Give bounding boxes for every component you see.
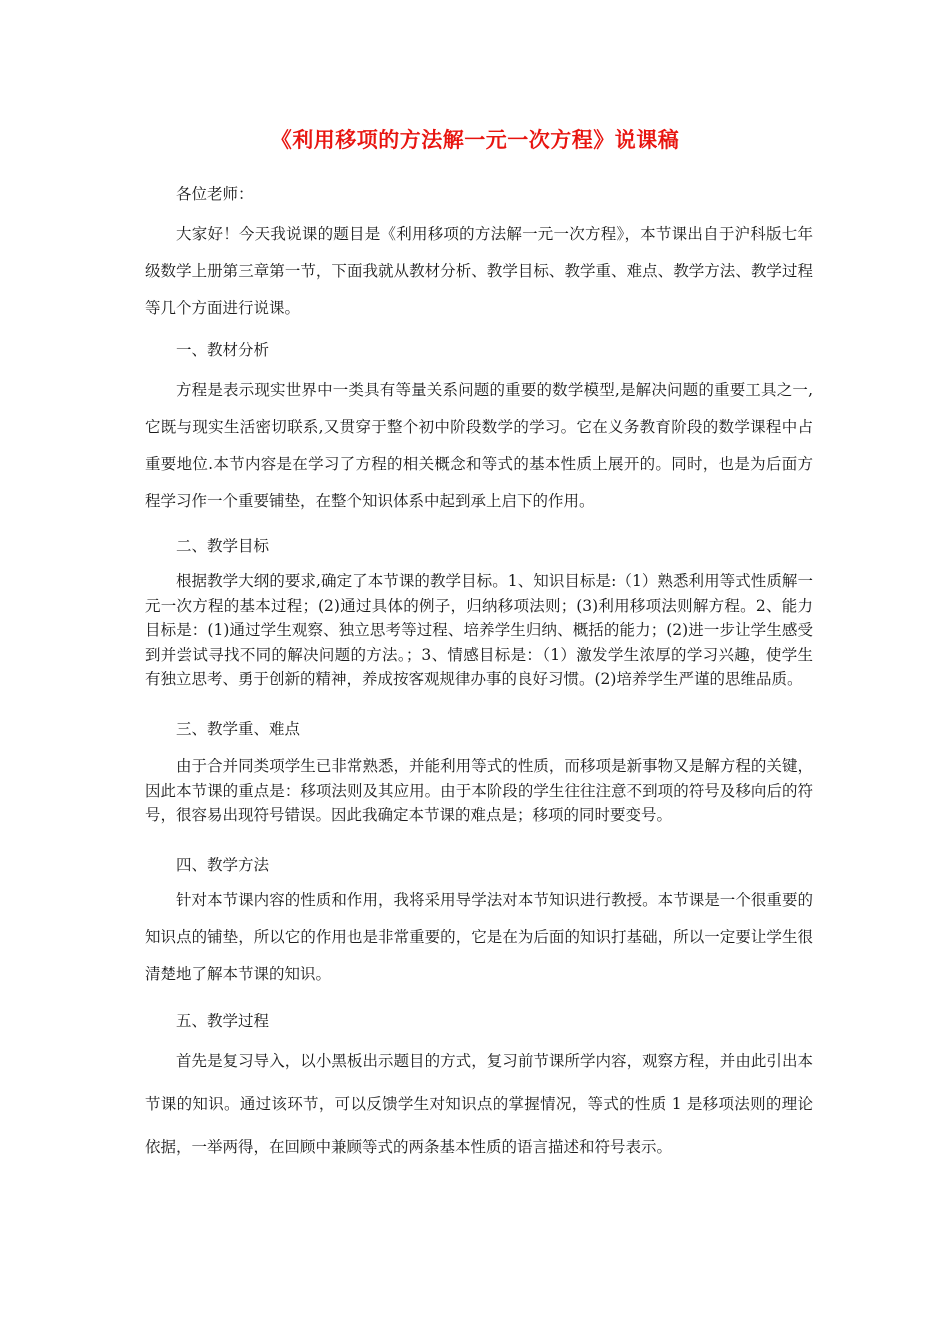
intro-paragraph: 大家好！今天我说课的题目是《利用移项的方法解一元一次方程》，本节课出自于沪科版七年级数学上册第三章第一节，下面我就从教材分析、教学目标、教学重、难点、教学方法、教学过程等几个方面进行说课。	[145, 225, 813, 317]
document-title: 《利用移项的方法解一元一次方程》说课稿	[270, 127, 680, 152]
section-heading-teaching-method: 四、教学方法	[176, 856, 270, 874]
section-body-teaching-goals: 根据教学大纲的要求,确定了本节课的教学目标。1、知识目标是:（1）熟悉利用等式性质解一元一次方程的基本过程；(2)通过具体的例子，归纳移项法则；(3)利用移项法则解方程。2、能力目标是：(1)通过学生观察、独立思考等过程、培养学生归纳、概括的能力；(2)进一步让学生感受到并尝试寻找不同的解决问题的方法。；3、情感目标是：（1）激发学生浓厚的学习兴趣，使学生有独立思考、勇于创新的精神，养成按客观规律办事的良好习惯。(2)培养学生严谨的思维品质。	[145, 572, 813, 689]
section-heading-teaching-process: 五、教学过程	[176, 1012, 270, 1030]
greeting: 各位老师：	[176, 185, 254, 203]
section-heading-teaching-goals: 二、教学目标	[176, 537, 270, 555]
section-body-key-points: 由于合并同类项学生已非常熟悉，并能利用等式的性质，而移项是新事物又是解方程的关键，因此本节课的重点是：移项法则及其应用。由于本阶段的学生往往注意不到项的符号及移向后的符号，很容易出现符号错误。因此我确定本节课的难点是；移项的同时要变号。	[145, 757, 813, 825]
section-body-teaching-material: 方程是表示现实世界中一类具有等量关系问题的重要的数学模型,是解决问题的重要工具之一,它既与现实生活密切联系,又贯穿于整个初中阶段数学的学习。它在义务教育阶段的数学课程中占重要地位.本节内容是在学习了方程的相关概念和等式的基本性质上展开的。同时，也是为后面方程学习作一个重要铺垫，在整个知识体系中起到承上启下的作用。	[145, 381, 813, 510]
section-heading-key-points: 三、教学重、难点	[176, 720, 301, 738]
section-heading-teaching-material: 一、教材分析	[176, 341, 270, 359]
section-body-teaching-method: 针对本节课内容的性质和作用，我将采用导学法对本节知识进行教授。本节课是一个很重要的知识点的铺垫，所以它的作用也是非常重要的，它是在为后面的知识打基础，所以一定要让学生很清楚地了解本节课的知识。	[145, 891, 813, 983]
section-body-teaching-process: 首先是复习导入，以小黑板出示题目的方式，复习前节课所学内容，观察方程，并由此引出本节课的知识。通过该环节，可以反馈学生对知识点的掌握情况，等式的性质 1 是移项法则的理论依据，一举两得，在回顾中兼顾等式的两条基本性质的语言描述和符号表示。	[145, 1052, 813, 1156]
